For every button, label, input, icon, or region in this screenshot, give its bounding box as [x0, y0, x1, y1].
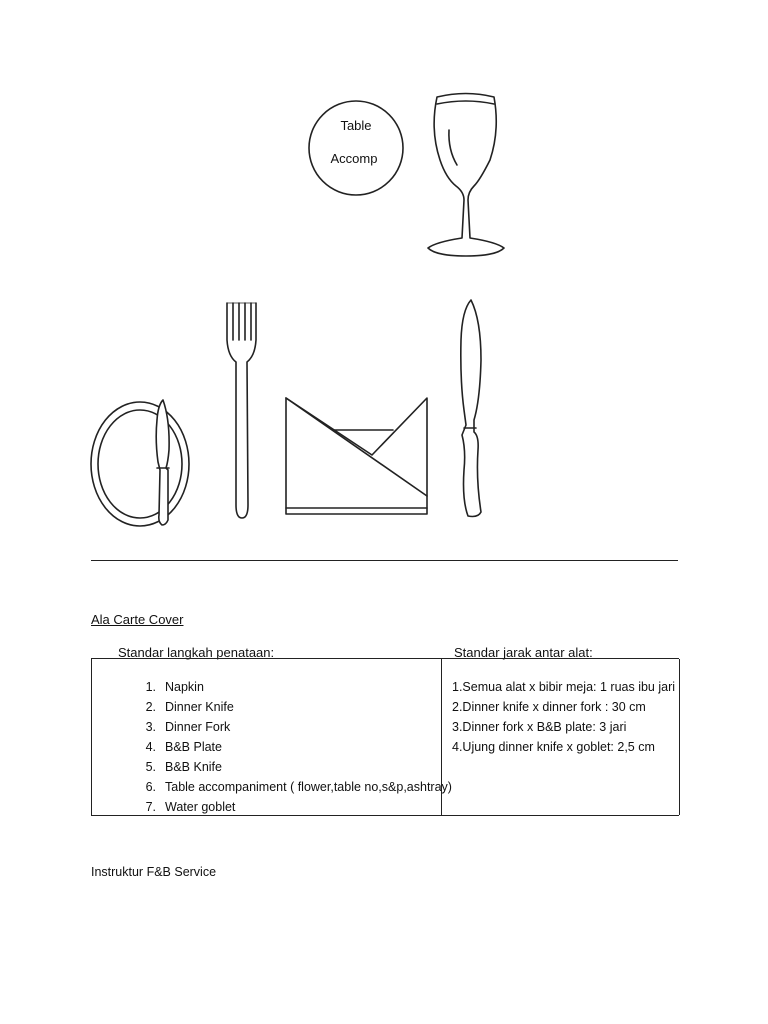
horizontal-rule: [91, 560, 678, 561]
step-text: Dinner Knife: [165, 700, 234, 714]
bb-plate-icon: [91, 402, 189, 526]
step-text: Napkin: [165, 680, 204, 694]
list-item: 1.Semua alat x bibir meja: 1 ruas ibu jari: [452, 680, 676, 694]
table-left-border: [91, 659, 92, 815]
step-text: Water goblet: [165, 800, 236, 814]
step-number: 4.: [145, 740, 156, 754]
step-number: 6.: [145, 780, 156, 794]
list-item: [135, 737, 452, 757]
steps-list: [135, 677, 452, 817]
napkin-icon: [286, 398, 427, 514]
step-number: 7.: [145, 800, 156, 814]
list-item: 4.Ujung dinner knife x goblet: 2,5 cm: [452, 740, 655, 754]
distances-list: [452, 677, 675, 757]
list-item: [135, 757, 452, 777]
table-accompaniment-circle: [309, 101, 403, 195]
list-item: [135, 717, 452, 737]
section-title: Ala Carte Cover: [91, 612, 184, 627]
step-number: 5.: [145, 760, 156, 774]
step-text: B&B Knife: [165, 760, 222, 774]
instructor-footer: Instruktur F&B Service: [91, 865, 217, 879]
accomp-label-line2: Accomp: [330, 151, 378, 166]
step-number: 2.: [145, 700, 156, 714]
distances-header: Standar jarak antar alat:: [454, 645, 593, 660]
dinner-knife-icon: [461, 300, 481, 517]
step-number: 3.: [145, 720, 156, 734]
step-text: Table accompaniment ( flower,table no,s&p,ashtray): [165, 780, 452, 794]
list-item: [135, 677, 452, 697]
step-text: B&B Plate: [165, 740, 222, 754]
bb-knife-icon: [156, 400, 169, 525]
list-item: 3.Dinner fork x B&B plate: 3 jari: [452, 720, 627, 734]
list-item: [135, 797, 452, 817]
table-right-border: [679, 659, 680, 815]
water-goblet-icon: [428, 94, 504, 257]
dinner-fork-icon: [227, 303, 256, 518]
list-item: [135, 777, 452, 797]
list-item: 2.Dinner knife x dinner fork : 30 cm: [452, 700, 646, 714]
standards-table: [91, 658, 679, 816]
accomp-label-line1: Table: [340, 118, 372, 133]
steps-header: Standar langkah penataan:: [118, 645, 275, 660]
step-number: 1.: [145, 680, 156, 694]
step-text: Dinner Fork: [165, 720, 231, 734]
list-item: [135, 697, 452, 717]
